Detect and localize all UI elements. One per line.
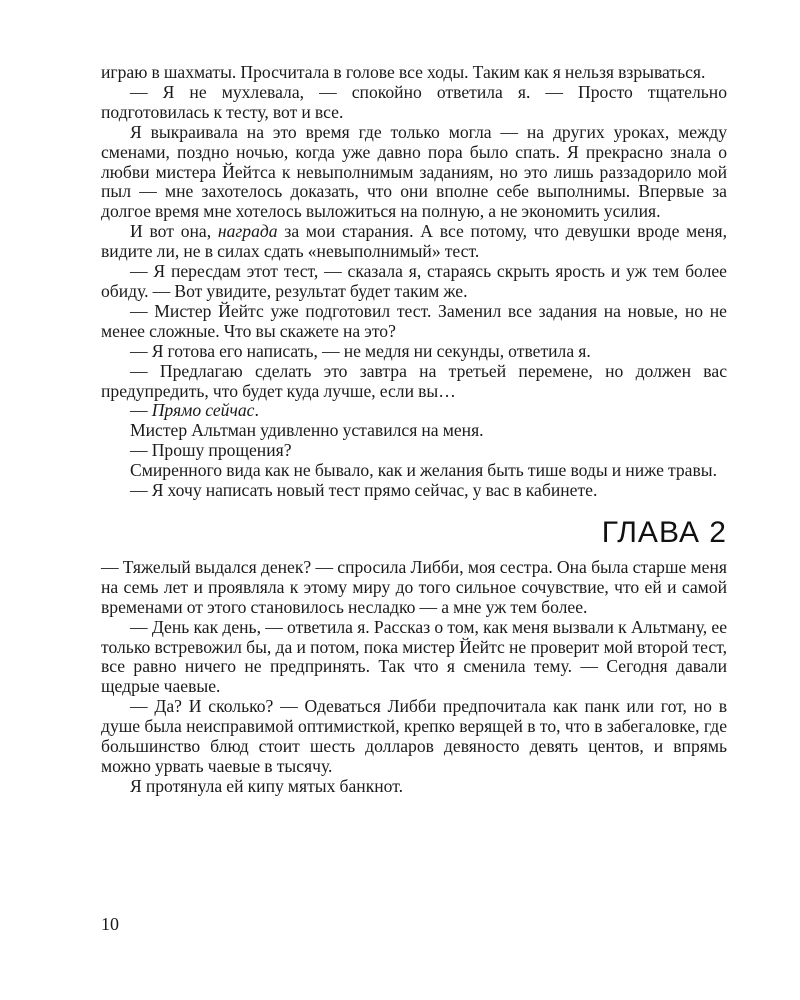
paragraph-text: Мистер Альтман удивленно уставился на меня. <box>130 420 484 441</box>
italic-text: награда <box>217 221 278 242</box>
paragraph <box>101 342 727 362</box>
paragraph-text: за мои старания. А все потому, что девушки вроде меня, видите ли, не в силах сдать «невыполнимый» тест. <box>101 221 727 262</box>
paragraph <box>101 697 727 777</box>
paragraph <box>101 481 727 501</box>
paragraph-text: — Предлагаю сделать это завтра на третьей перемене, но должен вас предупредить, что будет куда лучше, если вы… <box>101 360 727 401</box>
paragraph <box>101 123 727 223</box>
paragraph-text: играю в шахматы. Просчитала в голове все ходы. Таким как я нельзя взрываться. <box>101 62 706 82</box>
italic-text: Прямо сейчас <box>151 400 255 421</box>
paragraph-text: — День как день, — ответила я. Рассказ о том, как меня вызвали к Альтману, ее только встревожил бы, да и потом, пока мистер Йейтс не проверит мой второй тест, все равно ничего не предпринять. Так что я сменила тему. — Сегодня давали щедрые чаевые. <box>101 616 727 697</box>
paragraph-text: — Я готова его написать, — не медля ни секунды, ответила я. <box>130 340 591 361</box>
paragraph <box>101 401 727 421</box>
paragraph-text: Я выкраивала на это время где только могла — на других уроках, между сменами, поздно ночью, когда уже давно пора было спать. Я прекрасно знала о любви мистера Йейтса к невыполнимым заданиям, но это лишь раззадорило мой пыл — мне захотелось доказать, что они вполне себе выполнимы. Впервые за долгое время мне хотелось выложиться на полную, а не экономить усилия. <box>101 121 727 222</box>
paragraph-text: — Тяжелый выдался денек? — спросила Либби, моя сестра. Она была старше меня на семь лет и проявляла к этому миру до того сильное сочувствие, что ей и самой временами от этого становилось несладко — а мне уж тем более. <box>101 556 727 617</box>
paragraph-text: — <box>130 400 152 421</box>
paragraph <box>101 222 727 262</box>
paragraph <box>101 362 727 402</box>
page-number: 10 <box>101 914 119 934</box>
paragraph <box>101 558 727 618</box>
paragraph <box>101 441 727 461</box>
paragraph-text: — Прошу прощения? <box>130 440 292 461</box>
paragraph <box>101 302 727 342</box>
text-section-before-chapter <box>101 63 727 501</box>
paragraph <box>101 618 727 698</box>
paragraph <box>101 262 727 302</box>
paragraph <box>101 461 727 481</box>
paragraph-text: . <box>254 400 259 421</box>
text-section-chapter-2 <box>101 558 727 797</box>
page-text <box>101 63 727 797</box>
paragraph <box>101 83 727 123</box>
paragraph-text: — Мистер Йейтс уже подготовил тест. Заменил все задания на новые, но не менее сложные. Что вы скажете на это? <box>101 300 727 341</box>
paragraph-text: — Да? И сколько? — Одеваться Либби предпочитала как панк или гот, но в душе была неисправимой оптимисткой, крепко верящей в то, что в забегаловке, где большинство блюд стоит шесть долларов девяносто девять центов, и впрямь можно урвать чаевые в тысячу. <box>101 696 727 776</box>
paragraph-text: Я протянула ей кипу мятых банкнот. <box>130 775 403 796</box>
paragraph-text: — Я пересдам этот тест, — сказала я, стараясь скрыть ярость и уж тем более обиду. — Вот увидите, результат будет таким же. <box>101 261 727 301</box>
paragraph <box>101 421 727 441</box>
paragraph-text: И вот она, <box>130 221 218 242</box>
paragraph-text: — Я не мухлевала, — спокойно ответила я. — Просто тщательно подготовилась к тесту, вот и все. <box>101 81 727 122</box>
paragraph-text: Смиренного вида как не бывало, как и желания быть тише воды и ниже травы. <box>130 460 718 481</box>
paragraph <box>101 777 727 797</box>
paragraph-text: — Я хочу написать новый тест прямо сейчас, у вас в кабинете. <box>130 480 598 501</box>
chapter-title: ГЛАВА 2 <box>601 515 727 549</box>
paragraph <box>101 63 727 83</box>
